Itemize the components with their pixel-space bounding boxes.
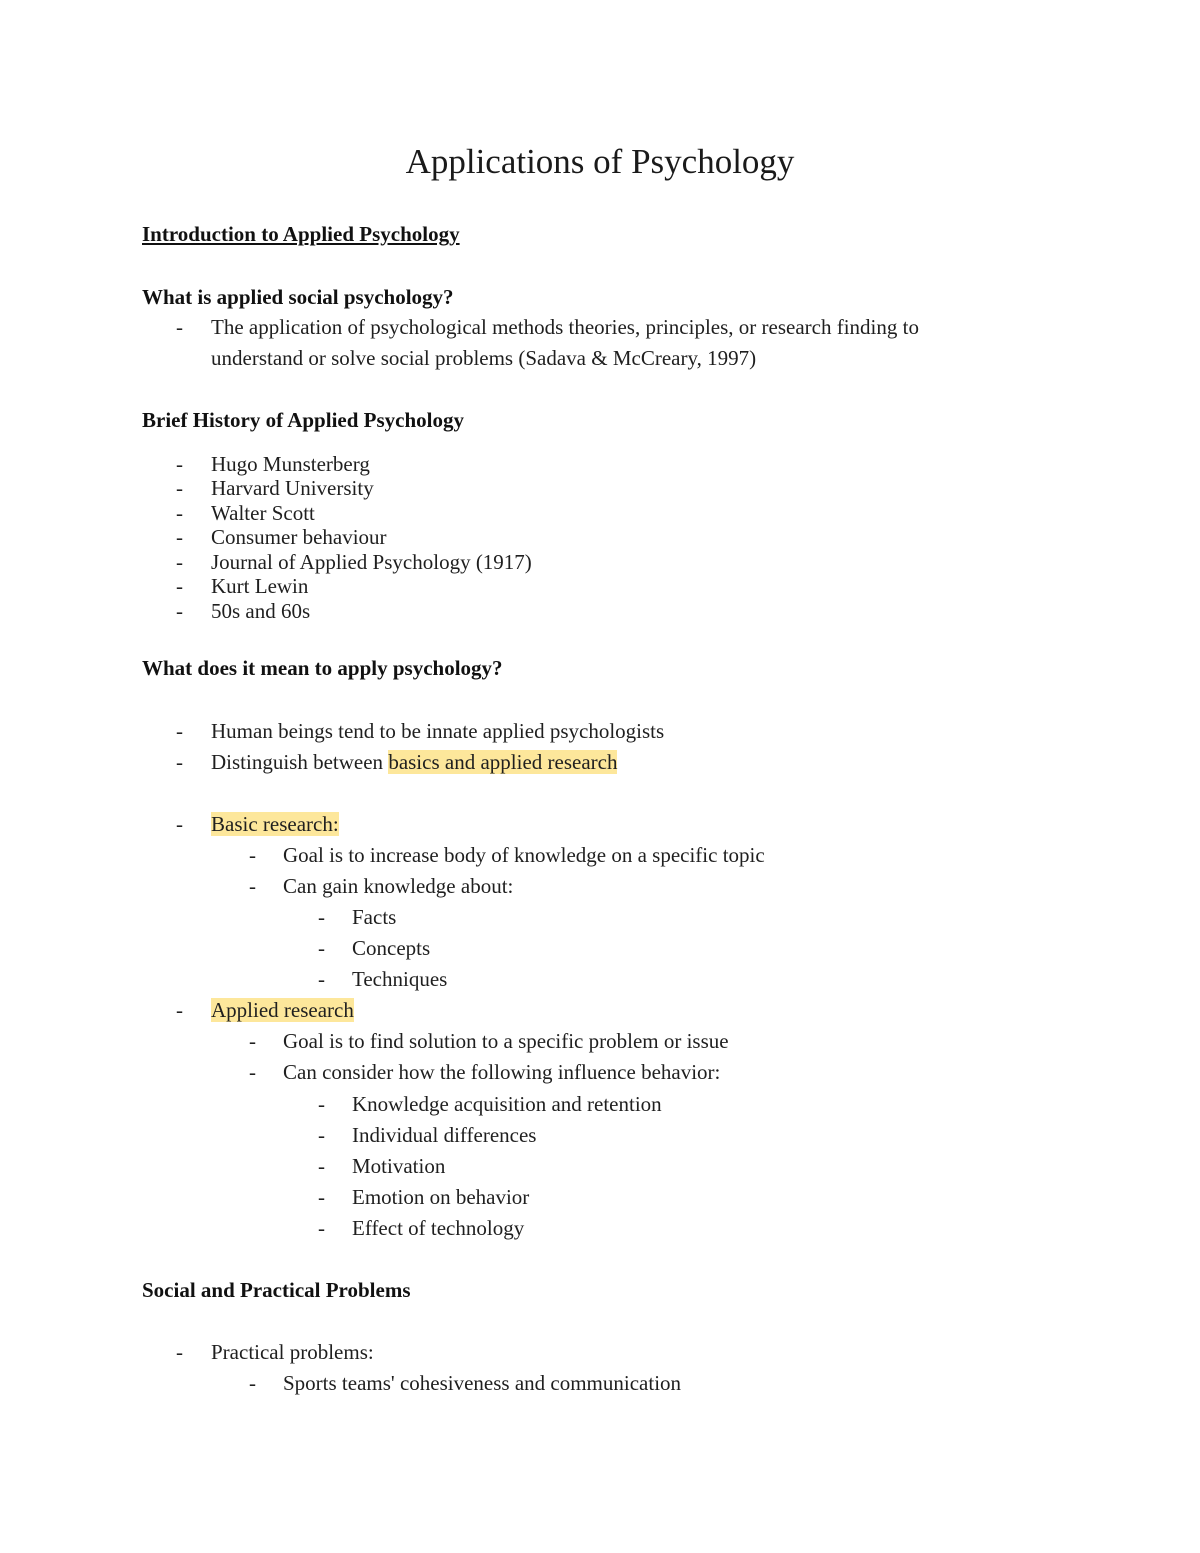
history-item: Consumer behaviour bbox=[211, 525, 387, 549]
practical-label: Practical problems: bbox=[211, 1340, 374, 1364]
heading-what-is-applied: What is applied social psychology? bbox=[142, 285, 454, 309]
definition-line-2: understand or solve social problems (Sadava & McCreary, 1997) bbox=[211, 346, 757, 370]
bullet-dash: - bbox=[176, 599, 183, 623]
heading-introduction: Introduction to Applied Psychology bbox=[142, 222, 460, 246]
applied-research-label bbox=[211, 996, 354, 1024]
history-item: Harvard University bbox=[211, 476, 374, 500]
apply-item-text: Distinguish between bbox=[211, 750, 389, 774]
bullet-dash: - bbox=[318, 905, 325, 929]
bullet-dash: - bbox=[176, 812, 183, 836]
bullet-dash: - bbox=[249, 1029, 256, 1053]
applied-item: Emotion on behavior bbox=[352, 1185, 530, 1209]
history-item: Journal of Applied Psychology (1917) bbox=[211, 550, 532, 574]
basic-item: Facts bbox=[352, 905, 397, 929]
applied-item: Effect of technology bbox=[352, 1216, 525, 1240]
bullet-dash: - bbox=[318, 1216, 325, 1240]
apply-item: Human beings tend to be innate applied psychologists bbox=[211, 719, 665, 743]
applied-item: Knowledge acquisition and retention bbox=[352, 1092, 662, 1116]
bullet-dash: - bbox=[176, 476, 183, 500]
basic-item: Concepts bbox=[352, 936, 431, 960]
bullet-dash: - bbox=[318, 967, 325, 991]
bullet-dash: - bbox=[176, 501, 183, 525]
highlighted-text: Basic research: bbox=[211, 812, 339, 836]
bullet-dash: - bbox=[176, 315, 183, 339]
bullet-dash: - bbox=[176, 574, 183, 598]
bullet-dash: - bbox=[176, 998, 183, 1022]
basic-goal: Goal is to increase body of knowledge on a specific topic bbox=[283, 843, 765, 867]
bullet-dash: - bbox=[249, 1371, 256, 1395]
history-item: Walter Scott bbox=[211, 501, 315, 525]
heading-what-does-it-mean: What does it mean to apply psychology? bbox=[142, 656, 503, 680]
bullet-dash: - bbox=[318, 936, 325, 960]
history-item: 50s and 60s bbox=[211, 599, 311, 623]
applied-item: Motivation bbox=[352, 1154, 446, 1178]
bullet-dash: - bbox=[176, 525, 183, 549]
bullet-dash: - bbox=[318, 1092, 325, 1116]
highlighted-text: basics and applied research bbox=[388, 750, 618, 774]
bullet-dash: - bbox=[249, 1060, 256, 1084]
bullet-dash: - bbox=[176, 452, 183, 476]
bullet-dash: - bbox=[318, 1185, 325, 1209]
highlighted-text: Applied research bbox=[211, 998, 354, 1022]
practical-item: Sports teams' cohesiveness and communication bbox=[283, 1371, 682, 1395]
document-title: Applications of Psychology bbox=[405, 142, 795, 181]
history-item: Hugo Munsterberg bbox=[211, 452, 370, 476]
heading-social-practical: Social and Practical Problems bbox=[142, 1278, 411, 1302]
applied-goal: Goal is to find solution to a specific problem or issue bbox=[283, 1029, 729, 1053]
bullet-dash: - bbox=[176, 750, 183, 774]
bullet-dash: - bbox=[318, 1154, 325, 1178]
bullet-dash: - bbox=[318, 1123, 325, 1147]
apply-item-distinguish bbox=[211, 748, 617, 776]
bullet-dash: - bbox=[176, 550, 183, 574]
applied-item: Individual differences bbox=[352, 1123, 537, 1147]
basic-gain: Can gain knowledge about: bbox=[283, 874, 514, 898]
heading-brief-history: Brief History of Applied Psychology bbox=[142, 408, 464, 432]
bullet-dash: - bbox=[176, 1340, 183, 1364]
basic-research-label bbox=[211, 810, 339, 838]
bullet-dash: - bbox=[249, 843, 256, 867]
bullet-dash: - bbox=[176, 719, 183, 743]
history-item: Kurt Lewin bbox=[211, 574, 309, 598]
basic-item: Techniques bbox=[352, 967, 448, 991]
applied-consider: Can consider how the following influence behavior: bbox=[283, 1060, 721, 1084]
bullet-dash: - bbox=[249, 874, 256, 898]
definition-line-1: The application of psychological methods theories, principles, or research finding to bbox=[211, 315, 919, 339]
